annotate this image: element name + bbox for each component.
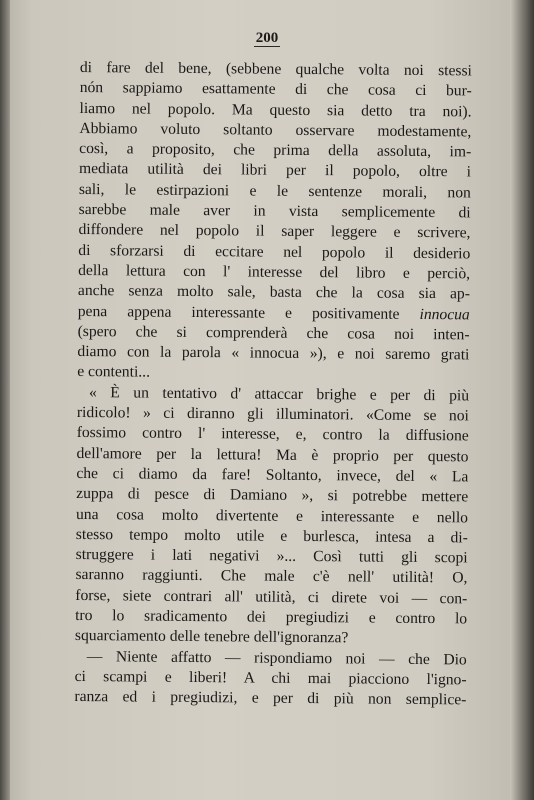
italic-word: innocua	[419, 305, 470, 323]
text-line-content: di fare del bene, (sebbene qualche volta noi stessi	[79, 58, 472, 80]
text-line-content: saranno raggiunti. Che male c'è nell' utilità! O,	[75, 566, 468, 587]
text-line-content: ci scampi e liberi! A chi mai piacciono l'igno-	[74, 667, 467, 689]
text-line-content: sali, le estirpazioni e le sentenze morali, non	[78, 180, 471, 202]
text-line-content: che ci diamo da fare! Soltanto, invece, del « La	[76, 464, 469, 486]
page-number-text: 200	[255, 30, 279, 46]
text-line-content: e contenti...	[77, 363, 151, 382]
text-line-content: diamo con la parola « innocua »), e noi saremo grati	[77, 343, 470, 364]
page-number	[0, 30, 534, 47]
text-line-content: « È un tentativo d' attaccar brighe e per di più	[89, 383, 470, 405]
body-text	[74, 58, 472, 711]
text-line-content: stesso tempo molto utile e burlesca, intesa a di-	[75, 525, 468, 547]
text-line-content: mediata utilità dei libri per il popolo, oltre i	[78, 160, 472, 181]
text-line-content: — Niente affatto — rispondiamo noi — che Dio	[86, 647, 467, 669]
text-line-content: dell'amore per la lettura! Ma è proprio per questo	[76, 444, 469, 466]
text-line-content: forse, siete contrari all' utilità, ci direte voi — con-	[75, 586, 468, 608]
text-line-content: fossimo contro l' interesse, e, contro la diffusione	[76, 424, 469, 445]
text-line	[80, 78, 472, 102]
page-gutter-shadow	[0, 0, 10, 800]
text-line-content: (spero che si comprenderà che cosa noi inten-	[77, 322, 470, 344]
text-line	[76, 484, 468, 508]
text-line	[74, 687, 466, 711]
text-line	[78, 281, 470, 305]
text-line-content: anche senza molto sale, basta che la cosa sia ap-	[77, 282, 471, 303]
text-line-content: ridicolo! » ci diranno gli illuminatori. «Come se noi	[76, 404, 469, 425]
page-edge-shadow	[510, 0, 534, 800]
text-line-content: tro lo sradicamento dei pregiudizi e contro lo	[75, 606, 468, 628]
text-line-content: liamo nel popolo. Ma questo sia detto tra noi).	[79, 99, 472, 121]
text-line-content: diffondere nel popolo il saper leggere e scrivere,	[78, 221, 471, 242]
text-line-content: ranza ed i pregiudizi, e per di più non semplice-	[74, 688, 467, 709]
text-line-content: così, a proposito, che prima della assoluta, im-	[79, 140, 472, 161]
text-line-content: squarciamento delle tenebre dell'ignoranza?	[74, 627, 349, 647]
text-line-content: struggere i lati negativi »... Così tutti gli scopi	[75, 546, 468, 567]
text-line-content: della lettura con l' interesse del libro e perciò,	[78, 261, 471, 283]
text-line-content: nón sappiamo esattamente di che cosa ci bur-	[79, 79, 472, 100]
text-line-content: di sforzarsi di eccitare nel popolo il desiderio	[78, 241, 471, 263]
text-line-content: sarebbe male aver in vista semplicemente di	[78, 201, 471, 222]
text-line-content: Abbiamo voluto soltanto osservare modestamente,	[79, 119, 472, 141]
text-line-content: una cosa molto divertente e interessante e nello	[75, 505, 469, 526]
text-line-content: pena appena interessante e positivamente	[77, 302, 420, 323]
text-line	[75, 626, 467, 650]
text-line-content: zuppa di pesce di Damiano », si potrebbe mettere	[76, 485, 469, 506]
